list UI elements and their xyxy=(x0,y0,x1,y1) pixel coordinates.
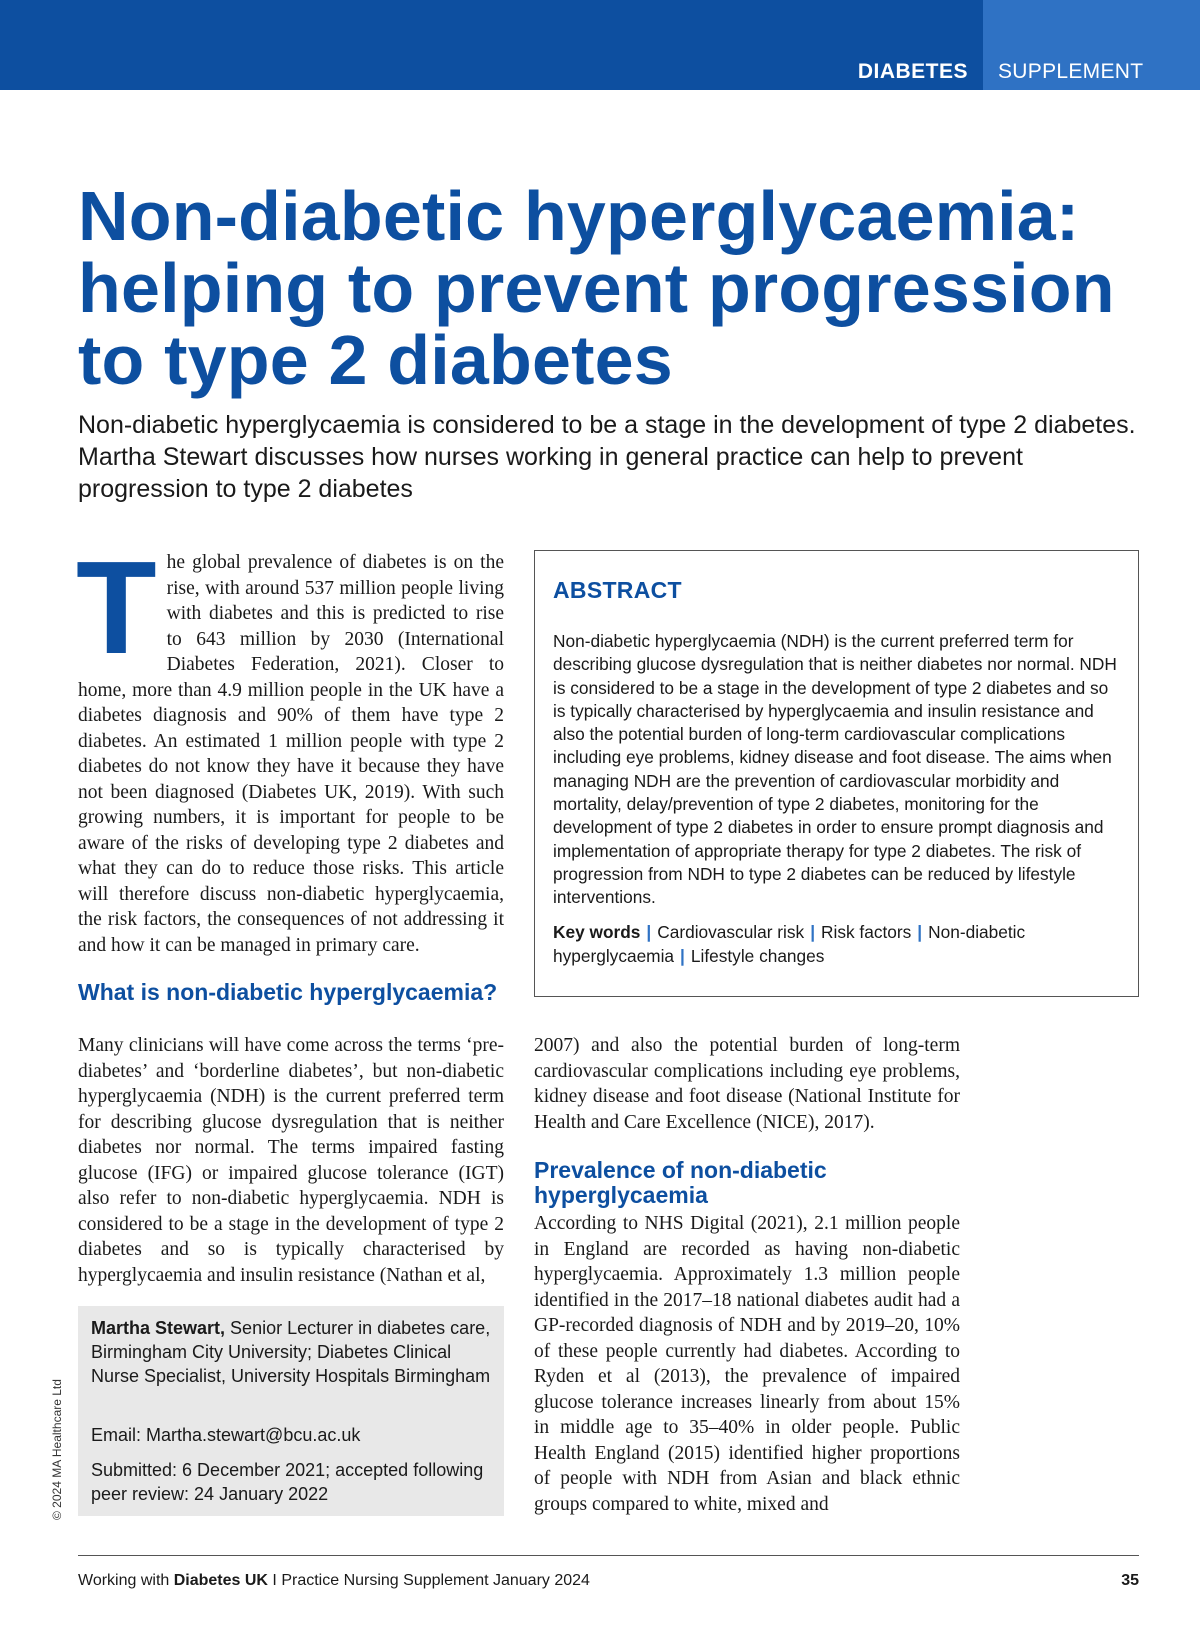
abstract-box xyxy=(534,550,1139,997)
keyword: Cardiovascular risk xyxy=(657,922,805,942)
keywords-line xyxy=(553,921,1123,968)
section-paragraph-prevalence: According to NHS Digital (2021), 2.1 million people in England are recorded as having non-diabetic hyperglycaemia. Approximately 1.3 million people identified in the 2017–18 national diabetes audit had a GP-recorded diagnosis of NDH and by 2019–20, 10% of these people currently had diabetes. According to Ryden et al (2013), the prevalence of impaired glucose tolerance increases linearly from about 15% in middle age to 35–40% in older people. Public Health England (2015) identified higher proportions of people with NDH from Asian and black ethnic groups compared to white, mixed and xyxy=(534,1213,960,1515)
section-paragraph-what-is-ndh: Many clinicians will have come across the terms ‘pre-diabetes’ and ‘borderline diabetes’, but non-diabetic hyperglycaemia (NDH) is the current preferred term for describing glucose dysregulation that is neither diabetes nor normal. The terms impaired fasting glucose (IFG) or impaired glucose tolerance (IGT) also refer to non-diabetic hyperglycaemia. NDH is considered to be a stage in the development of type 2 diabetes and so is typically characterised by hyperglycaemia and insulin resistance (Nathan et al, xyxy=(78,1035,504,1286)
intro-paragraph-block xyxy=(76,534,504,958)
keyword: Non-diabetic hyperglycaemia xyxy=(553,922,1026,966)
article-standfirst: Non-diabetic hyperglycaemia is considered to be a stage in the development of type 2 diabetes. Martha Stewart discusses how nurses working in general practice can help to prevent progression to type 2 diabetes xyxy=(78,411,1136,503)
page-number: 35 xyxy=(1121,1572,1139,1589)
drop-cap: T xyxy=(76,534,157,681)
copyright-notice: © 2024 MA Healthcare Ltd xyxy=(50,1379,64,1520)
author-affiliation: Senior Lecturer in diabetes care, Birmingham City University; Diabetes Clinical Nurse Specialist, University Hospitals Birmingham xyxy=(91,1318,491,1386)
author-name: Martha Stewart, xyxy=(91,1318,226,1338)
keyword-separator: | xyxy=(917,922,923,942)
keyword-separator: | xyxy=(810,922,816,942)
footer-brand: Diabetes UK xyxy=(173,1572,268,1589)
author-bio xyxy=(91,1316,491,1388)
submission-dates: Submitted: 6 December 2021; accepted following peer review: 24 January 2022 xyxy=(91,1460,484,1504)
section-heading-prevalence: Prevalence of non-diabetic hyperglycaemia xyxy=(534,1157,827,1208)
abstract-text: Non-diabetic hyperglycaemia (NDH) is the current preferred term for describing glucose dysregulation that is neither diabetes nor normal. NDH is considered to be a stage in the development of type 2 diabetes and so is typically characterised by hyperglycaemia and insulin resistance and also the potential burden of long-term cardiovascular complications including eye problems, kidney disease and foot disease. The aims when managing NDH are the prevention of cardiovascular morbidity and mortality, delay/prevention of type 2 diabetes, monitoring for the development of type 2 diabetes in order to ensure prompt diagnosis and implementation of appropriate therapy for type 2 diabetes. The risk of progression from NDH to type 2 diabetes can be reduced by lifestyle interventions. xyxy=(553,631,1117,908)
footer-suffix: I Practice Nursing Supplement January 2024 xyxy=(267,1572,590,1589)
section-paragraph-what-is-ndh-continued: 2007) and also the potential burden of long-term cardiovascular complications including eye problems, kidney disease and foot disease (National Institute for Health and Care Excellence (NICE), 2017). xyxy=(534,1035,960,1133)
keywords-label: Key words xyxy=(553,922,641,942)
footer-journal-info xyxy=(78,1572,590,1590)
author-info-box xyxy=(78,1306,504,1516)
author-email: Email: Martha.stewart@bcu.ac.uk xyxy=(91,1425,361,1445)
article-title: Non-diabetic hyperglycaemia: helping to prevent progression to type 2 diabetes xyxy=(78,177,1115,399)
abstract-heading: ABSTRACT xyxy=(553,577,682,603)
section-heading-what-is-ndh: What is non-diabetic hyperglycaemia? xyxy=(78,979,498,1005)
intro-paragraph: he global prevalence of diabetes is on the rise, with around 537 million people living with diabetes and this is predicted to rise to 643 million by 2030 (International Diabetes Federation, 2021). Closer to home, more than 4.9 million people in the UK have a diabetes diagnosis and 90% of them have type 2 diabetes. An estimated 1 million people with type 2 diabetes do not know they have it because they have not been diagnosed (Diabetes UK, 2019). With such growing numbers, it is important for people to be aware of the risks of developing type 2 diabetes and what they can do to reduce those risks. This article will therefore discuss non-diabetic hyperglycaemia, the risk factors, the consequences of not addressing it and how it can be managed in primary care. xyxy=(78,552,504,956)
footer-prefix: Working with xyxy=(78,1572,174,1589)
keyword-separator: | xyxy=(680,945,685,966)
keyword: Risk factors xyxy=(821,922,912,942)
footer-divider xyxy=(78,1555,1139,1556)
section-label: DIABETES xyxy=(857,60,968,83)
supplement-label: SUPPLEMENT xyxy=(998,60,1144,83)
keyword: Lifestyle changes xyxy=(690,945,825,966)
keyword-separator: | xyxy=(646,922,652,942)
